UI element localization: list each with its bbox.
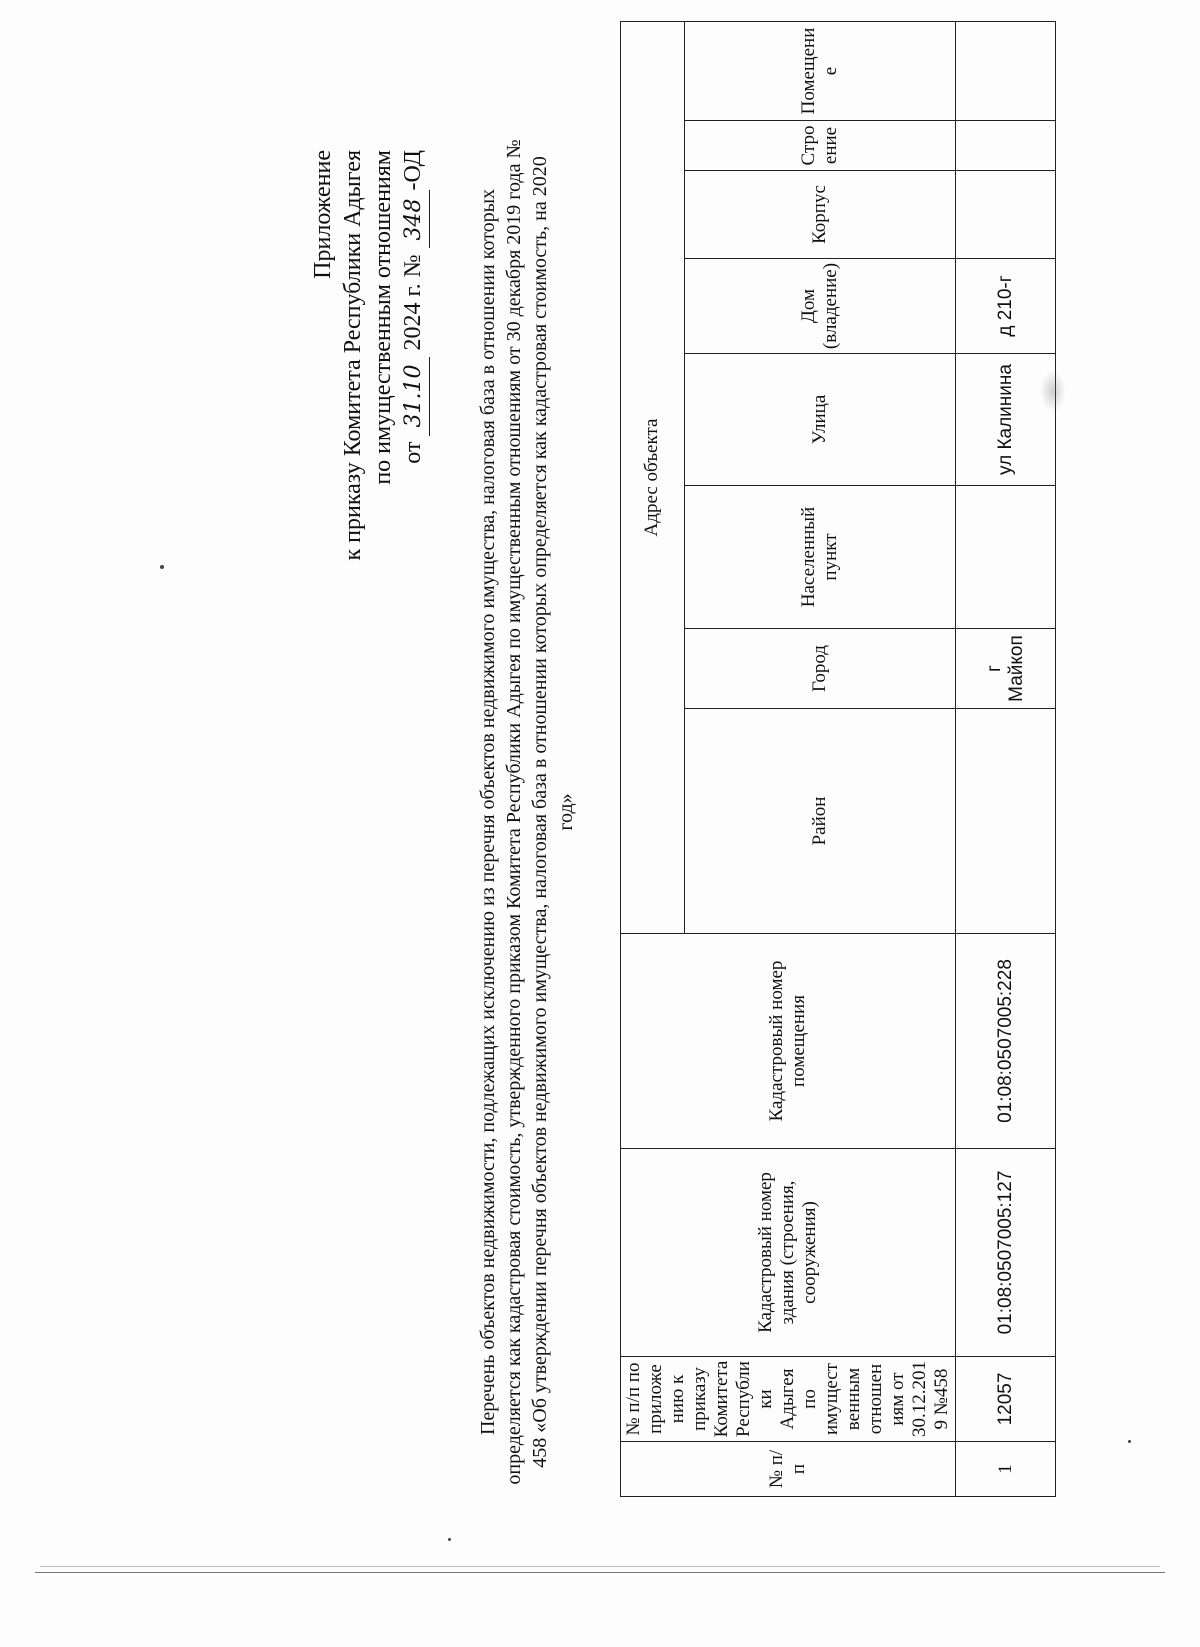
cell-num: 1 bbox=[956, 1442, 1056, 1497]
appendix-from-label: от bbox=[400, 441, 426, 464]
header-num: № п/п bbox=[621, 1442, 956, 1497]
header-address-group: Адрес объекта bbox=[621, 21, 685, 933]
header-district: Район bbox=[684, 709, 955, 934]
scan-edge-line bbox=[40, 1566, 1160, 1567]
cell-district bbox=[956, 709, 1056, 934]
cell-room-cadastral: 01:08:0507005:228 bbox=[956, 934, 1056, 1149]
handwritten-date: 31.10 bbox=[399, 357, 430, 436]
appendix-header bbox=[308, 150, 430, 770]
cell-room bbox=[956, 21, 1056, 120]
objects-table bbox=[620, 21, 1056, 1497]
header-house: Дом (владение) bbox=[684, 259, 955, 354]
handwritten-number: 348 bbox=[399, 191, 430, 249]
cell-block bbox=[956, 171, 1056, 259]
header-room: Помещение bbox=[684, 21, 955, 120]
header-settlement: Населенный пункт bbox=[684, 486, 955, 629]
scan-edge-line bbox=[35, 1572, 1165, 1573]
scan-speck bbox=[160, 565, 164, 569]
appendix-date-line bbox=[398, 150, 430, 770]
cell-building-cadastral: 01:08:0507005:127 bbox=[956, 1149, 1056, 1357]
cell-city: г Майкоп bbox=[956, 629, 1056, 709]
document-title: Перечень объектов недвижимости, подлежащих исключению из перечня объектов недвижимого имущества, налоговая база в отношении которых определяется как кадастровая стоимость, утвержденного приказом Комитета Республики Адыгея по имущественным отношениям от 30 декабря 2019 года № 458 «Об утверждении перечня объектов недвижимого имущества, налоговая база в отношении которых определяется как кадастровая стоимость, на 2020 год» bbox=[477, 139, 577, 1485]
scan-speck bbox=[1128, 1440, 1131, 1443]
appendix-suffix: -ОД bbox=[400, 150, 426, 191]
header-room-cadastral: Кадастровый номер помещения bbox=[621, 934, 956, 1149]
rotated-sheet bbox=[300, 0, 1120, 1647]
cell-street: ул Калинина bbox=[956, 354, 1056, 486]
scan-smudge bbox=[1040, 370, 1066, 412]
header-appendix-num: № п/п по приложению к приказу Комитета Республики Адыгея по имущественным отношениям от 30.12.2019 №458 bbox=[621, 1357, 956, 1442]
cell-house: д 210-г bbox=[956, 259, 1056, 354]
header-street: Улица bbox=[684, 354, 955, 486]
header-block: Корпус bbox=[684, 171, 955, 259]
header-city: Город bbox=[684, 629, 955, 709]
appendix-order-ref: к приказу Комитета Республики Адыгея bbox=[340, 150, 366, 561]
header-building-cadastral: Кадастровый номер здания (строения, сооружения) bbox=[621, 1149, 956, 1357]
cell-structure bbox=[956, 121, 1056, 171]
cell-appendix-num: 12057 bbox=[956, 1357, 1056, 1442]
table-header-row-1 bbox=[621, 21, 685, 1496]
appendix-title: Приложение bbox=[310, 150, 336, 279]
appendix-year: 2024 г. № bbox=[400, 254, 426, 351]
table-row bbox=[956, 21, 1056, 1496]
cell-settlement bbox=[956, 486, 1056, 629]
scan-speck bbox=[448, 1538, 451, 1541]
appendix-committee: по имущественным отношениям bbox=[370, 150, 396, 485]
header-structure: Строение bbox=[684, 121, 955, 171]
